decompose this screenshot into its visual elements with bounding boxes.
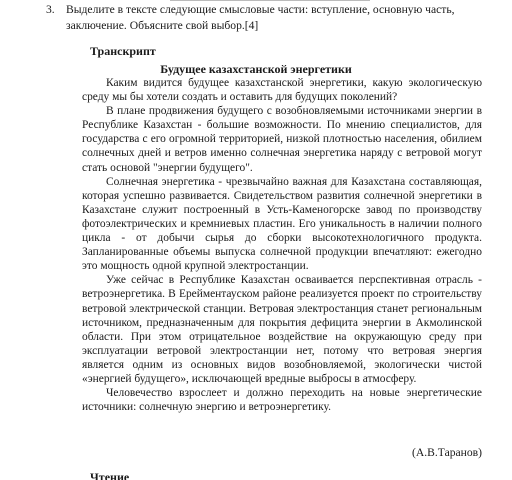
task-number: 3. (46, 3, 55, 16)
article-author: (А.В.Таранов) (412, 446, 482, 459)
next-section-heading: Чтение (90, 470, 130, 480)
task-text: Выделите в тексте следующие смысловые части: вступление, основную часть, заключение. Объясните свой выбор.[4] (66, 3, 455, 32)
transcript-heading: Транскрипт (90, 44, 156, 58)
article-body (82, 76, 482, 414)
task-instruction (46, 2, 496, 33)
paragraph-wind: Уже сейчас в Республике Казахстан осваивается перспективная отрасль - ветроэнергетика. В Ерейментауском районе реализуется проект по строительству ветровой электрической станции. Ветровая электростанция станет региональным источником, предназначенным для покрытия дефицита энергии в Акмолинской области. При этом отрицательное воздействие на окружающую среду при эксплуатации ветровой электростанции нет, потому что ветровая энергия является одним из основных видов возобновляемой, экологически чистой «энергией будущего», исключающей вредные выбросы в атмосферу. (82, 274, 482, 385)
paragraph-conclusion: Человечество взрослеет и должно переходить на новые энергетические источники: солнечную энергию и ветроэнергетику. (82, 387, 482, 414)
paragraph-solar: Солнечная энергетика - чрезвычайно важная для Казахстана составляющая, которая успешно развивается. Свидетельством развития солнечной энергетики в Казахстане служит построенный в Усть-Каменогорске завод по производству фотоэлектрических и кремниевых пластин. Его уникальность в наличии полного цикла - от добычи сырья до сборки высокотехнологичного продукта. Запланированные объемы выпуска солнечной продукции впечатляют: ежегодно это мощность одной крупной электростанции. (82, 175, 482, 273)
paragraph-opportunities: В плане продвижения будущего с возобновляемыми источниками энергии в Республике Казахстан - большие возможности. По мнению специалистов, для государства с его огромной территорией, низкой плотностью населения, обилием солнечных дней и ветров именно солнечная энергетика наряду с ветровой могут стать основой "энергии будущего". (82, 105, 482, 174)
paragraph-intro: Каким видится будущее казахстанской энергетики, какую экологическую среду мы бы хотели создать и оставить для будущих поколений? (82, 77, 482, 104)
article-title: Будущее казахстанской энергетики (160, 62, 352, 76)
cropped-table-edge (170, 0, 370, 1)
